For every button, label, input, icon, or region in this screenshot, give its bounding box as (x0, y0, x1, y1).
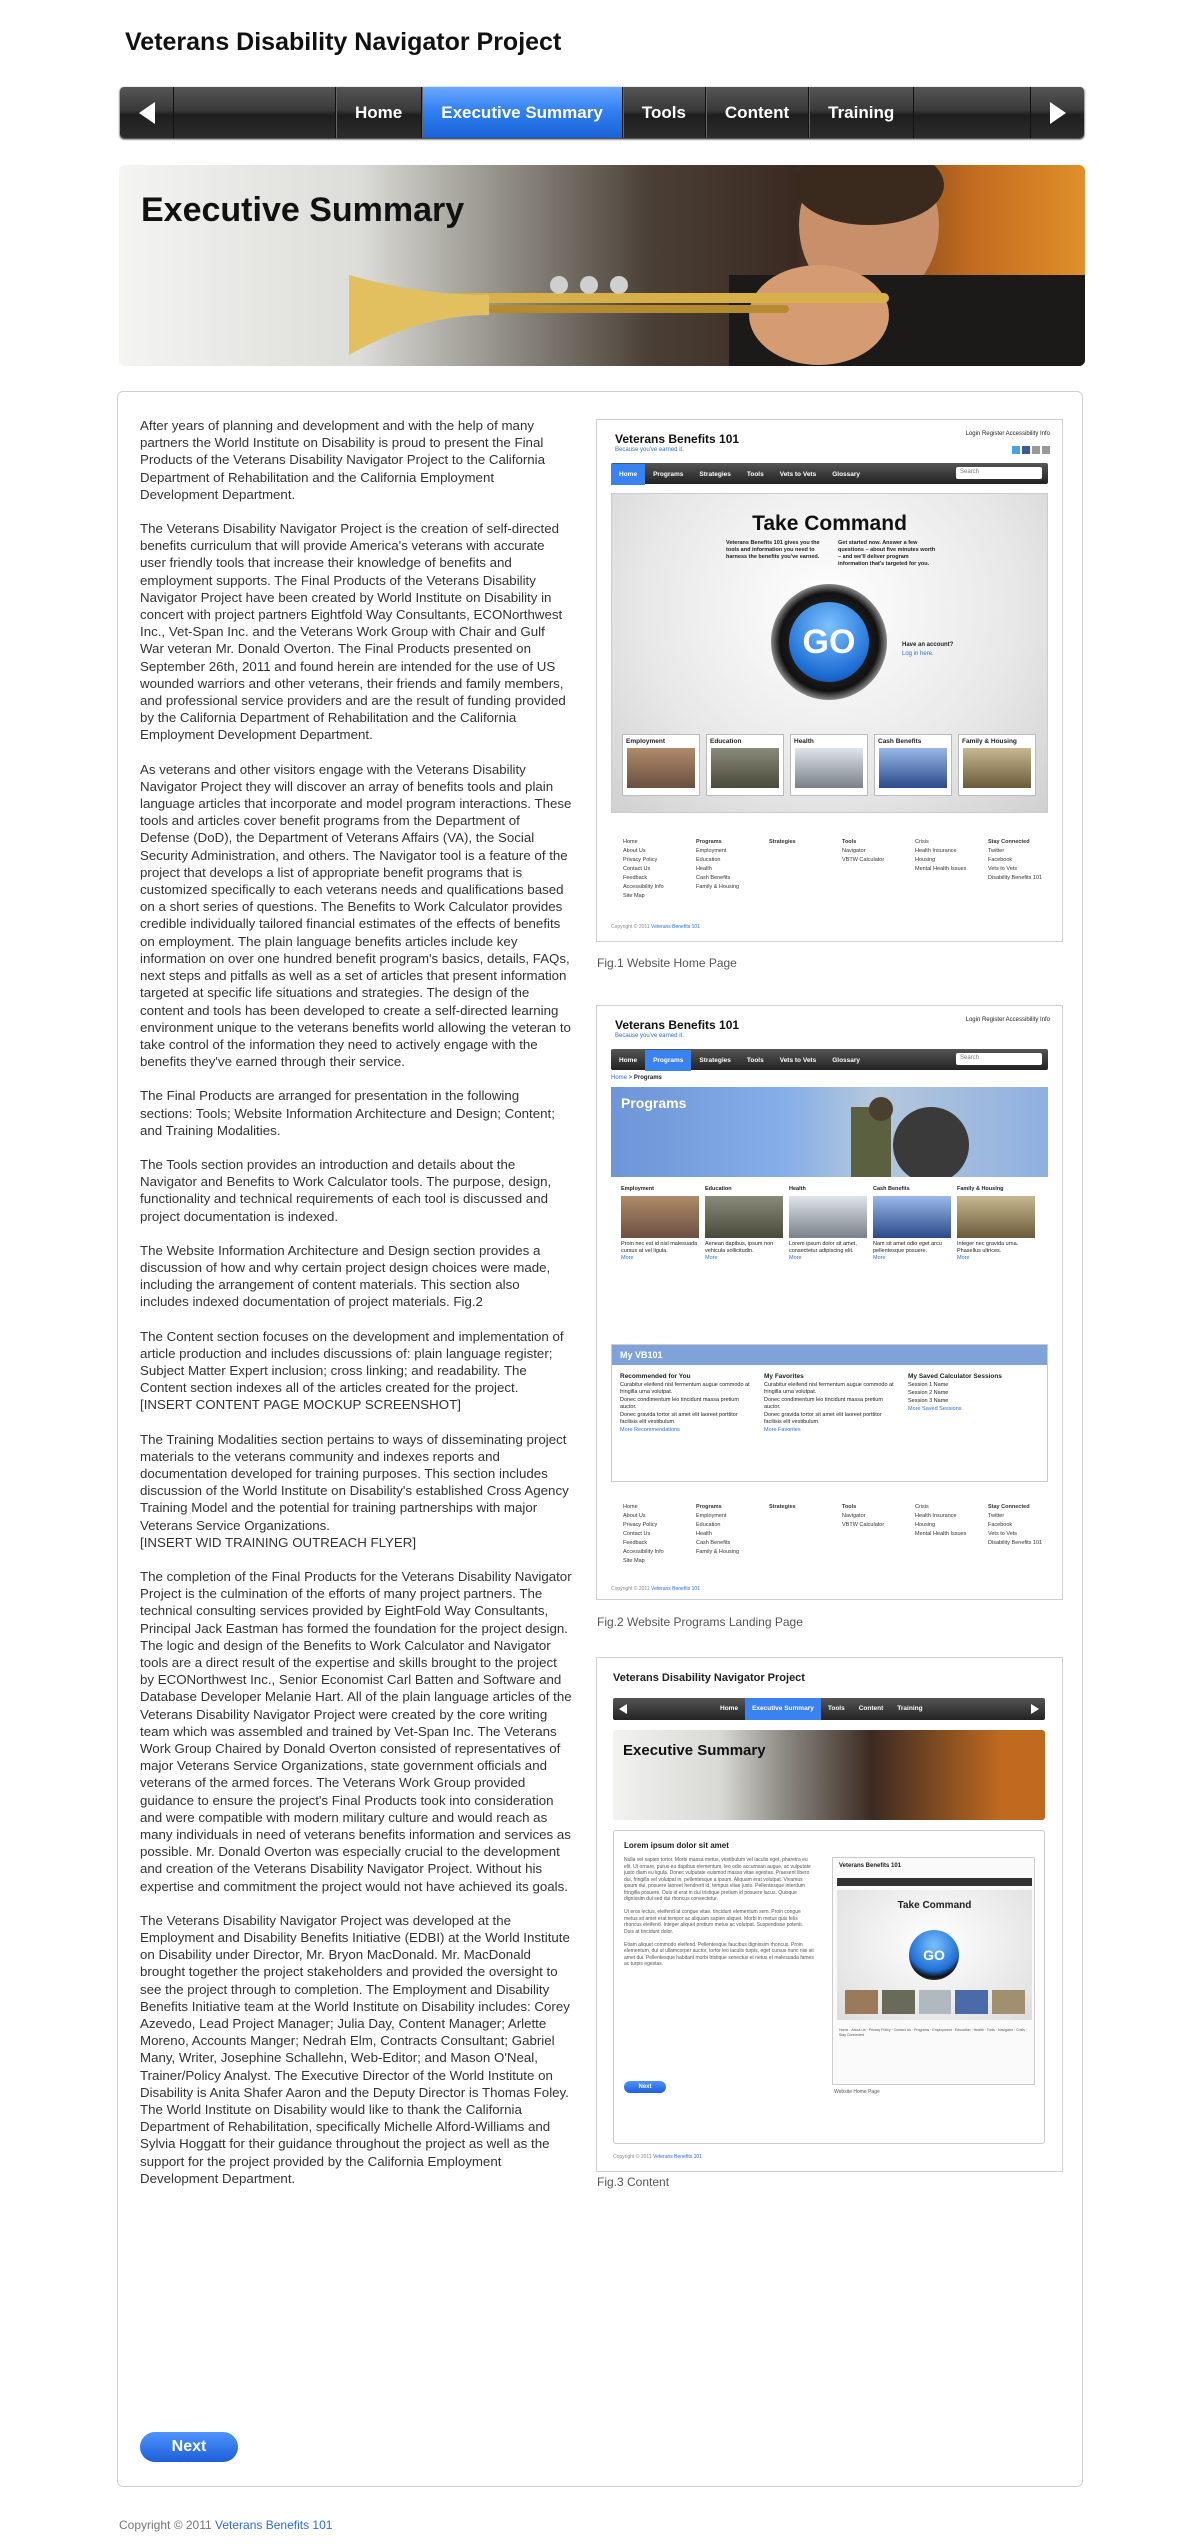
fig2-tagline: Because you've earned it. (615, 1033, 684, 1039)
fig2-card-education: Education Aenean dapibus, ipsum non vehicula sollicitudin. More (705, 1186, 783, 1262)
fig1-nav (611, 463, 1048, 484)
fig1-hero (611, 493, 1048, 813)
fig1-nav-tools: Tools (746, 471, 764, 478)
article-body (140, 417, 572, 2204)
fig2-hero-title: Programs (621, 1095, 687, 1111)
fig2-footer-links: Home About Us Privacy Policy Contact Us Feedback Accessibility Info Site MapPrograms Employment Education Health Cash Benefits Family & HousingStrategies Tools Navigator VBTW CalculatorCrisis Health Insurance Housing Mental Health IssuesStay Connected Twitter Facebook Vets to Vets Disability Benefits 101 (623, 1504, 1043, 1564)
fig1-hero-left: Veterans Benefits 101 gives you the tools and information you need to harness the benefits you've earned. (726, 540, 820, 560)
article-paragraph: As veterans and other visitors engage with the Veterans Disability Navigator Project they will discover an array of benefits tools and plain language articles that incorporate and model program interactions. These tools and articles cover benefit programs from the Department of Defense (DoD), the Department of Veterans Affairs (VA), the Social Security Administration, and others. The Navigator tool is a feature of the project that develops a list of appropriate benefit programs that is customized specifically to each veterans needs and qualifications based on a short series of questions. The Benefits to Work Calculator provides credible individually tailored financial estimates of the effects of benefits on employment. The plain language benefits articles include key information on over one hundred benefit program's basics, details, FAQs, next steps and pitfalls as well as a set of articles that present information targeted at specific life situations and strategies. The design of the content and tools has been developed to create a self-directed learning environment unique to the veterans benefits world allowing the veteran to take control of the information they need to actively engage with the benefits they've earned through their service. (140, 761, 572, 1070)
fig3-lorem-text: Nulla vel sapien tortor. Morbi massa metus, vestibulum vel iaculis eget, pharetra eu elit. Ut ornare, purus eu dapibus elementum, leo odio accumsan augue, ac vulputate justo diam eu ligula. Donec vulputate euismod massa vitae egestas. Praesent libero dui, fringilla vel volutpat in, pellentesque a ipsum. Aliquam erat volutpat. Vivamus ipsum dui, posuere laoreet hendrerit id, tempus vitae justo. Pellentesque interdum fringilla posuere. Duis id erat in dui tristique pretium id posuere lacus. Quisque dignissim dui sed dui rhoncus consectetur. Ut eros lectus, eleifend at congue vitae, tincidunt elementum sem. Proin congue metus sit amet erat tempor ac aliquam sapien aliquet. Morbi in metus quis felis rhoncus eleifend. Integer aliquet pretium metus ac volutpat. Suspendisse potenti. Duis at tincidunt dolor. Etiam aliquet commodo eleifend. Pellentesque faucibus dignissim rhoncus. Proin elementum, dui ut ullamcorper auctor, tortor leo iaculis turpis, eget cursus nunc nisi sit amet dui. Pellentesque habitant morbi tristique senectus et netus et malesuada fames ac turpis egestas. (624, 1857, 814, 1967)
print-icon (1042, 446, 1050, 454)
fig2-copyright: Copyright © 2011 Veterans Benefits 101 (611, 1586, 700, 1592)
fig2-hero (611, 1087, 1048, 1177)
fig1-footer-col: Tools Navigator VBTW Calculator (842, 839, 885, 863)
right-arrow-icon (1050, 102, 1066, 124)
fig2-breadcrumb: Home > Programs (611, 1075, 662, 1081)
article-paragraph: The Tools section provides an introduction and details about the Navigator and Benefits to Work Calculator tools. The purpose, design, functionality and technical requirements of each tool is discussed and project documentation is indexed. (140, 1156, 552, 1224)
fig2-card-health: Health Lorem ipsum dolor sit amet, consectetur adipiscing elit. More (789, 1186, 867, 1262)
right-arrow-icon (1031, 1704, 1039, 1714)
left-arrow-icon (619, 1704, 627, 1714)
article-paragraph: The Website Information Architecture and Design section provides a discussion of how and why certain project design choices were made, including the arrangement of content materials. This section also includes indexed documentation of project materials. Fig.2 (140, 1242, 551, 1310)
fig1-search-input: Search (956, 467, 1042, 479)
fig1-footer-col: Stay Connected Twitter Facebook Vets to Vets Disability Benefits 101 (988, 839, 1043, 881)
fig1-footer-col: Programs Employment Education Health Cash Benefits Family & Housing (696, 839, 740, 890)
nav-item-content[interactable]: Content (705, 87, 808, 138)
fig3-heading: Lorem ipsum dolor sit amet (624, 1841, 729, 1850)
figure-home-page (596, 419, 1063, 942)
fig1-card-family: Family & Housing (958, 734, 1036, 796)
fig1-go-button (771, 584, 887, 700)
article-paragraph: After years of planning and development and with the help of many partners the World Institute on Disability is proud to present the Final Products of the Veterans Disability Navigator Project to the California Department of Rehabilitation and the California Employment Development Department. (140, 418, 546, 502)
fig2-nav-glossary: Glossary (832, 1057, 861, 1064)
fig3-inner-caption: Website Home Page (834, 2089, 880, 2095)
fig2-nav-vets: Vets to Vets (779, 1057, 817, 1064)
fig1-top-links: Login Register Accessibility Info (965, 431, 1050, 437)
fig1-nav-vets: Vets to Vets (779, 471, 817, 478)
fig1-login-link: Log in here. (902, 651, 934, 657)
fig2-myvb101 (611, 1344, 1048, 1482)
fig2-hero-photo (811, 1087, 1048, 1177)
fig1-card-employment: Employment (622, 734, 700, 796)
fig1-account-prompt: Have an account? (902, 642, 954, 648)
left-arrow-icon (139, 102, 155, 124)
nav-next-button[interactable] (1030, 87, 1084, 138)
twitter-icon (1012, 446, 1020, 454)
facebook-icon (1022, 446, 1030, 454)
figure-caption: Fig.3 Content (597, 2175, 670, 2189)
figure-content-page (596, 1657, 1063, 2172)
fig2-card-family: Family & Housing Integer nec gravida urna. Phasellus ultrices. More (957, 1186, 1035, 1262)
fig1-site-title: Veterans Benefits 101 (615, 432, 740, 446)
nav-item-home[interactable]: Home (335, 87, 421, 138)
fig1-go-label: GO (789, 602, 869, 682)
fig1-hero-title: Take Command (752, 512, 907, 535)
fig2-card-employment: Employment Proin nec est id nisl malesuada cursus at vel ligula. More (621, 1186, 698, 1261)
fig2-recommended: Recommended for You Curabitur eleifend nisl fermentum augue commodo at fringilla urna volutpat. Donec condimentum leo tincidunt massa pretium auctor. Donec gravida tortor sit amet elit laoreet porttitor facilisis elit vestibulum. More Recommendations (620, 1373, 750, 1433)
fig2-favorites: My Favorites Curabitur eleifend nisl fermentum augue commodo at fringilla urna volutpat. Donec condimentum leo tincidunt massa pretium auctor. Donec gravida tortor sit amet elit laoreet porttitor facilisis elit vestibulum. More Favorites (764, 1373, 894, 1433)
fig3-site-title: Veterans Disability Navigator Project (613, 1672, 805, 1684)
fig2-myvb101-title: My VB101 (612, 1345, 1047, 1365)
fig1-card-education: Education (706, 734, 784, 796)
nav-items (335, 87, 914, 138)
fig3-copyright: Copyright © 2011 Veterans Benefits 101 (613, 2154, 702, 2160)
fig1-footer-col: Crisis Health Insurance Housing Mental Health Issues (915, 839, 967, 872)
fig2-nav-home: Home (619, 1057, 638, 1064)
article-paragraph: The Veterans Disability Navigator Project was developed at the Employment and Disability Benefits Initiative (EDBI) at the World Institute on Disability under Director, Mr. Bryon MacDonald. Mr. MacDonald brought together the project stakeholders and provided the oversight to see the project through to completion. The Employment and Disability Benefits Initiative team at the World Institute on Disability includes: Corey Azevedo, Lead Project Manager; Julia Day, Content Manager; Arlette Moreno, Accounts Manger; Nedrah Elm, Contracts Consultant; Gabriel Many, Writer, Josephine Schallehn, Web-Editor; and Mason O'Neal, Trainer/Policy Analyst. The Executive Director of the World Institute on Disability is Anita Shafer Aaron and the Deputy Director is Thomas Foley. The World Institute on Disability would like to thank the California Department of Rehabilitation, specifically Michelle Alford-Williams and Sylvia Hoggatt for their guidance throughout the project as well as the support for the project provided by the California Employment Development Department. (140, 1912, 570, 2186)
article-paragraph: The Training Modalities section pertains to ways of disseminating project materials to the veterans community and indexes reports and documentation developed for training purposes. This section includes discussion of the World Institute on Disability's established Cross Agency Training Model and the potential for training partnerships with major Veterans Service Organizations. [INSERT WID TRAINING OUTREACH FLYER] (140, 1431, 569, 1550)
fig2-nav-programs: Programs (645, 1050, 691, 1071)
article-paragraph: The Veterans Disability Navigator Project is the creation of self-directed benefits curriculum that will provide America's veterans with accurate user friendly tools that increase their knowledge of benefits and employment supports. The Final Products of the Veterans Disability Navigator Project have been created by World Institute on Disability in concert with project partners Eightfold Way Consultants, ECONorthwest Inc., Vet-Span Inc. and the Veterans Work Group with Chair and Gulf War veteran Mr. Donald Overton. The Final Products presented on September 26th, 2011 and found herein are intended for the use of US wounded warriors and other veterans, their friends and family members, and professional service providers and are the result of funding provided by the California Department of Rehabilitation and the California Employment Development Department. (140, 521, 566, 743)
fig2-card-cash: Cash Benefits Nam sit amet odio eget arcu pellentesque posuere. More (873, 1186, 951, 1262)
fig2-top-links: Login Register Accessibility Info (965, 1017, 1050, 1023)
article-paragraph: The Final Products are arranged for presentation in the following sections: Tools; Website Information Architecture and Design; Content; and Training Modalities. (140, 1088, 555, 1138)
footer-link[interactable]: Veterans Benefits 101 (215, 2518, 333, 2532)
article-paragraph: The completion of the Final Products for the Veterans Disability Navigator Project is the culmination of the efforts of many project partners. The technical consulting services provided by EightFold Way Consultants, Principal Jack Eastman has formed the foundation for the project design. The logic and design of the Benefits to Work Calculator and Navigator tools are a direct result of the expertise and skills brought to the project by ECONorthwest Inc., Senior Economist Carl Batten and Software and Database Developer Melanie Hart. All of the plain language articles of the Veterans Disability Navigator Project were created by the core writing team which was assembled and trained by Vet-Span Inc. The Veterans Work Group Chaired by Donald Overton consisted of representatives of major Veterans Service Organizations, state government officials and veterans of the armed forces. The Veterans Work Group provided guidance to ensure the project's Final Products took into consideration and were compatible with modern military culture and would reach as many individuals in need of veterans benefits information and services as possible. Mr. Donald Overton was especially crucial to the development and creation of the Veterans Disability Navigator Project. Without his expertise and commitment the project would not have achieved its goals. (140, 1568, 572, 1894)
fig1-card-cash: Cash Benefits (874, 734, 952, 796)
fig3-nav-items: Home Executive Summary Tools Content Training (713, 1698, 930, 1720)
fig1-footer-links (623, 838, 1053, 901)
fig2-site-title: Veterans Benefits 101 (615, 1018, 740, 1032)
nav-item-training[interactable]: Training (808, 87, 914, 138)
nav-item-executive-summary[interactable]: Executive Summary (421, 87, 622, 138)
fig1-tagline: Because you've earned it. (615, 447, 684, 453)
next-button[interactable]: Next (140, 2432, 238, 2462)
fig2-nav-tools: Tools (746, 1057, 764, 1064)
nav-item-tools[interactable]: Tools (622, 87, 705, 138)
fig1-footer-col: Strategies (769, 839, 796, 845)
fig2-program-cards (611, 1186, 1048, 1321)
nav-prev-button[interactable] (120, 87, 174, 138)
figure-caption: Fig.1 Website Home Page (597, 956, 737, 970)
fig1-nav-programs: Programs (653, 471, 684, 478)
fig2-nav-strategies: Strategies (699, 1057, 731, 1064)
page-title: Executive Summary (141, 191, 465, 229)
fig1-nav-glossary: Glossary (832, 471, 861, 478)
site-footer (119, 2518, 332, 2532)
fig1-hero-right: Get started now. Answer a few questions – about five minutes worth – and we'll deliver program information that's targeted for you. (838, 540, 936, 567)
footer-copyright: Copyright © 2011 (119, 2518, 212, 2532)
article-paragraph: The Content section focuses on the development and implementation of article production and includes discussions of: plain language register; Subject Matter Expert inclusion; cross linking; and readability. The Content section indexes all of the articles created for the project. [INSERT CONTENT PAGE MOCKUP SCREENSHOT] (140, 1328, 564, 1413)
fig1-card-health: Health (790, 734, 868, 796)
main-nav (120, 87, 1084, 138)
fig3-content-area (613, 1830, 1045, 2144)
fig3-inner-screenshot: Veterans Benefits 101 Take Command GO Home · About Us · Privacy Policy · Contact Us · Programs · Employment · Education · Health · Tools · Navigator · Crisis · Stay Connected (832, 1857, 1035, 2085)
fig2-search-input: Search (956, 1053, 1042, 1065)
fig3-nav (613, 1698, 1045, 1720)
figure-caption: Fig.2 Website Programs Landing Page (597, 1615, 803, 1629)
page-banner (119, 165, 1085, 366)
fig3-next-button: Next (624, 2081, 666, 2093)
fig2-saved-sessions: My Saved Calculator Sessions Session 1 Name Session 2 Name Session 3 Name More Saved Sessions (908, 1373, 1002, 1412)
text-size-icon (1032, 446, 1040, 454)
fig1-copyright: Copyright © 2011 Veterans Benefits 101 (611, 924, 700, 930)
fig1-nav-home: Home (611, 464, 645, 485)
fig1-footer-col: Home About Us Privacy Policy Contact Us Feedback Accessibility Info Site Map (623, 839, 664, 899)
fig3-banner (613, 1730, 1045, 1820)
figure-programs-page (596, 1005, 1063, 1600)
site-title: Veterans Disability Navigator Project (125, 28, 562, 56)
fig1-social-icons (1012, 446, 1050, 454)
fig1-nav-strategies: Strategies (699, 471, 731, 478)
fig3-banner-title: Executive Summary (623, 1742, 766, 1759)
fig2-nav (611, 1049, 1048, 1070)
